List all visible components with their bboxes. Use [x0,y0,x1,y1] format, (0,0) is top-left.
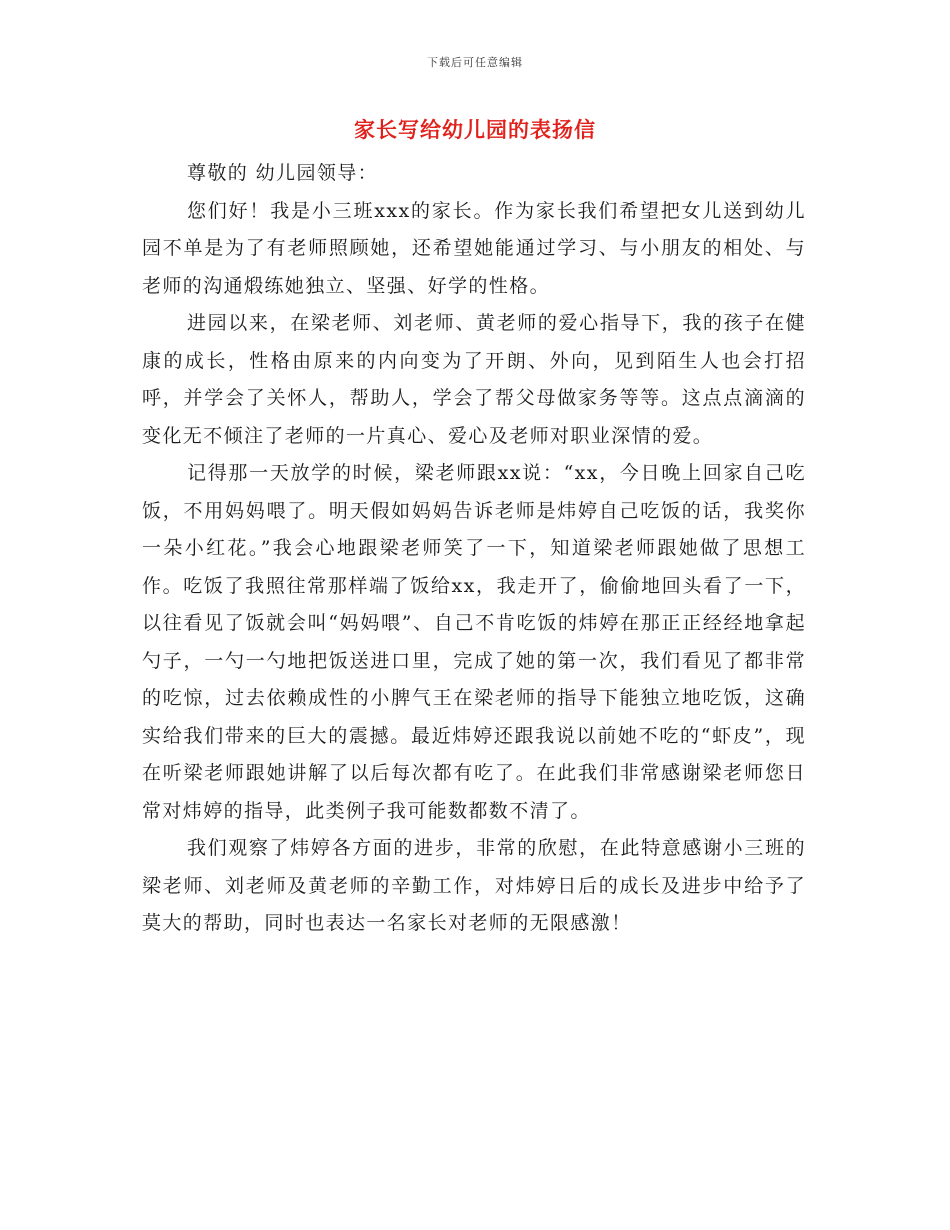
paragraph-3: 记得那一天放学的时候，梁老师跟xx说：“xx，今日晚上回家自己吃饭，不用妈妈喂了。明天假如妈妈告诉老师是炜婷自己吃饭的话，我奖你一朵小红花。”我会心地跟梁老师笑了一下，知道梁老师跟她做了思想工作。吃饭了我照往常那样端了饭给xx，我走开了，偷偷地回头看了一下，以往看见了饭就会叫“妈妈喂”、自己不肯吃饭的炜婷在那正正经经地拿起勺子，一勺一勺地把饭送进口里，完成了她的第一次，我们看见了都非常的吃惊，过去依赖成性的小脾气王在梁老师的指导下能独立地吃饭，这确实给我们带来的巨大的震撼。最近炜婷还跟我说以前她不吃的“虾皮”，现在听梁老师跟她讲解了以后每次都有吃了。在此我们非常感谢梁老师您日常对炜婷的指导，此类例子我可能数都数不清了。 [142,462,806,822]
letter-body [142,155,806,943]
paragraph-4: 我们观察了炜婷各方面的进步，非常的欣慰，在此特意感谢小三班的梁老师、刘老师及黄老师的辛勤工作，对炜婷日后的成长及进步中给予了莫大的帮助，同时也表达一名家长对老师的无限感激！ [142,837,806,934]
paragraph-1: 您们好！我是小三班xxx的家长。作为家长我们希望把女儿送到幼儿园不单是为了有老师照顾她，还希望她能通过学习、与小朋友的相处、与老师的沟通煅练她独立、坚强、好学的性格。 [142,199,806,297]
page-title: 家长写给幼儿园的表扬信 [354,117,596,142]
header-note: 下载后可任意编辑 [427,56,523,69]
paragraph-2: 进园以来，在梁老师、刘老师、黄老师的爱心指导下，我的孩子在健康的成长，性格由原来的内向变为了开朗、外向，见到陌生人也会打招呼，并学会了关怀人，帮助人，学会了帮父母做家务等等。这点点滴滴的变化无不倾注了老师的一片真心、爱心及老师对职业深情的爱。 [142,312,806,447]
greeting: 尊敬的 幼儿园领导： [187,162,379,184]
